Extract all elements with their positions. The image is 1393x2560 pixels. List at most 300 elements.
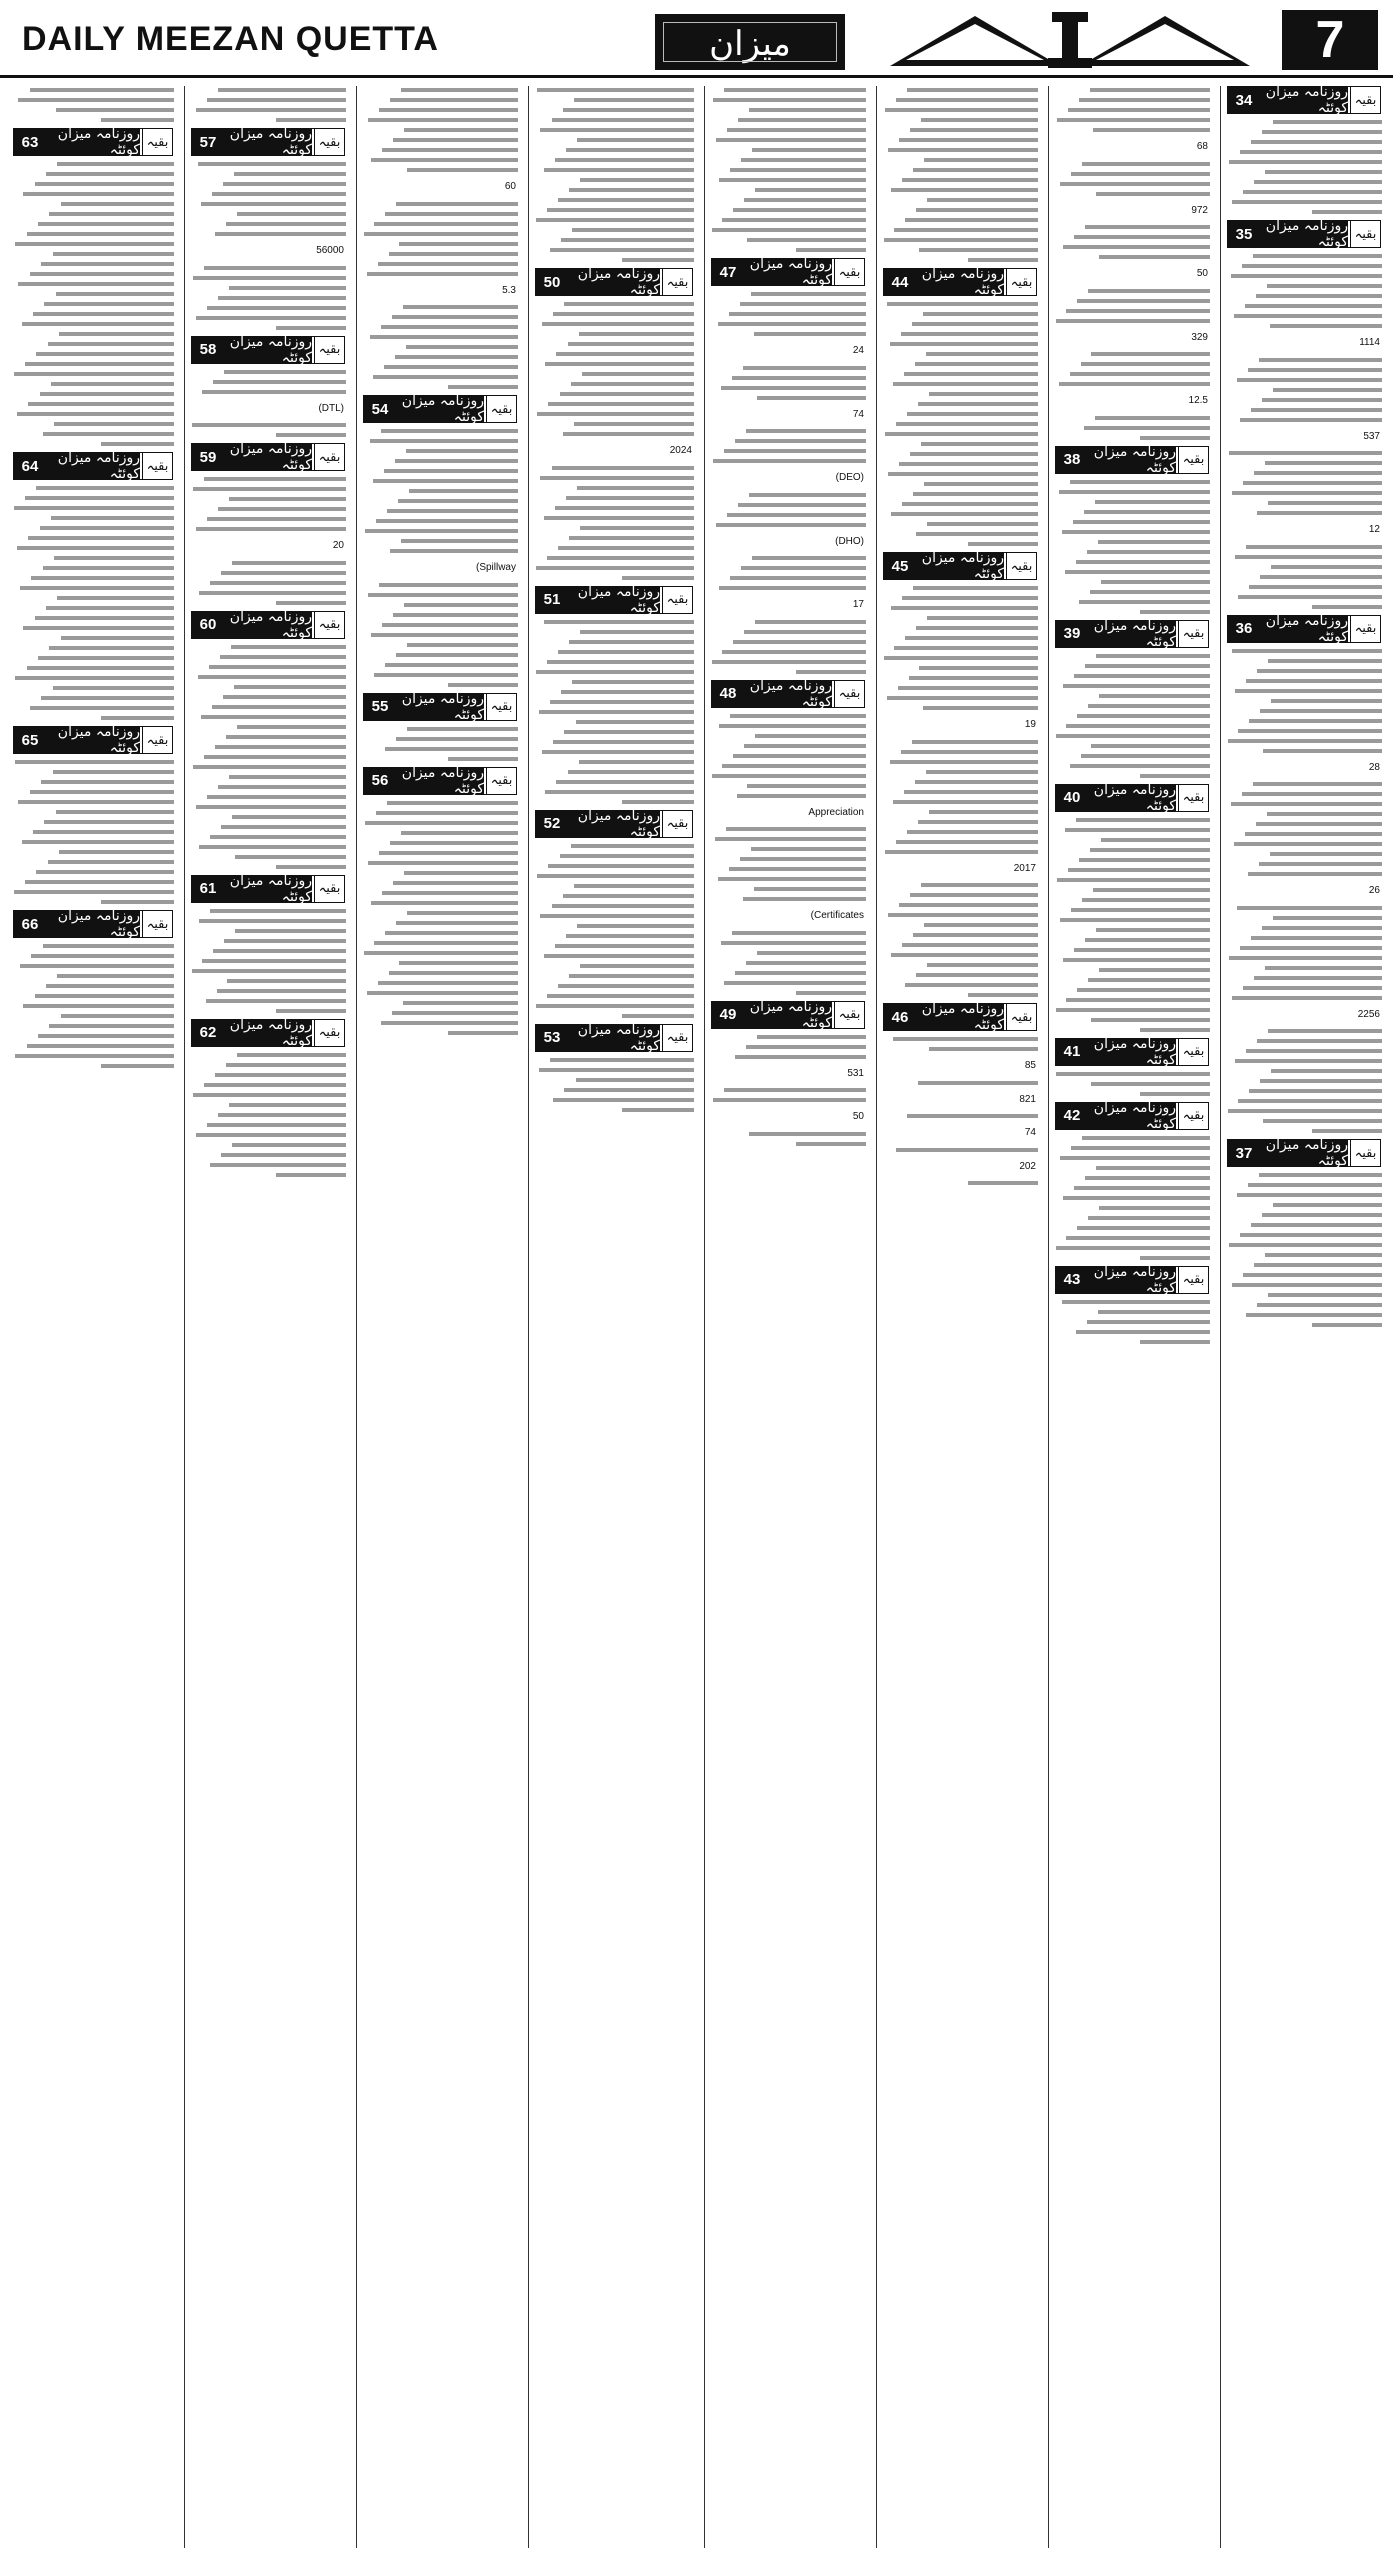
- text-line: [276, 601, 346, 605]
- text-line: [796, 670, 866, 674]
- text-line: [544, 620, 694, 624]
- continuation-tag: بقیہ: [662, 811, 692, 837]
- text-line: [542, 750, 694, 754]
- text-line: [1059, 490, 1210, 494]
- inline-figure: (DEO): [835, 472, 864, 483]
- text-line: [552, 466, 694, 470]
- text-line: [622, 1014, 694, 1018]
- text-line: [924, 158, 1038, 162]
- text-line: [57, 974, 174, 978]
- text-line: [568, 770, 694, 774]
- text-line: [14, 506, 174, 510]
- continuation-number: 38: [1056, 447, 1088, 473]
- text-line: [276, 326, 346, 330]
- text-line: [218, 1113, 346, 1117]
- text-line: [893, 800, 1038, 804]
- text-line: [1262, 398, 1382, 402]
- text-line: [101, 442, 174, 446]
- text-line: [371, 158, 518, 162]
- text-line: [1273, 916, 1382, 920]
- inline-figure: 12.5: [1188, 395, 1208, 406]
- text-line: [210, 1163, 346, 1167]
- text-line: [226, 1063, 346, 1067]
- text-line: [18, 282, 174, 286]
- text-line: [1265, 966, 1382, 970]
- text-line: [719, 724, 866, 728]
- article-text: [185, 645, 351, 869]
- continuation-title: روزنامہ میزان کوئٹہ: [916, 269, 1004, 295]
- continuation-tag: بقیہ: [314, 1020, 344, 1046]
- continuation-title: روزنامہ میزان کوئٹہ: [396, 768, 484, 794]
- column-divider: [184, 86, 185, 2548]
- text-line: [1084, 510, 1210, 514]
- text-line: [909, 676, 1038, 680]
- text-line: [20, 586, 174, 590]
- continuation-title: روزنامہ میزان کوئٹہ: [1088, 447, 1176, 473]
- text-line: [1234, 314, 1382, 318]
- text-line: [1312, 605, 1382, 609]
- text-line: [40, 526, 174, 530]
- continuation-number: 45: [884, 553, 916, 579]
- text-line: [1248, 1183, 1382, 1187]
- text-line: [1056, 319, 1210, 323]
- text-line: [1071, 172, 1210, 176]
- continuation-title: روزنامہ میزان کوئٹہ: [224, 337, 312, 363]
- article-text: [705, 292, 871, 674]
- text-line: [38, 222, 174, 226]
- text-line: [536, 566, 694, 570]
- text-line: [916, 532, 1038, 536]
- article-text: [1221, 254, 1387, 609]
- continuation-title: روزنامہ میزان کوئٹہ: [396, 396, 484, 422]
- continuation-tag: بقیہ: [1006, 1004, 1036, 1030]
- text-line: [212, 192, 346, 196]
- text-line: [51, 382, 174, 386]
- continuation-title: روزنامہ میزان کوئٹہ: [744, 259, 832, 285]
- text-line: [1065, 570, 1210, 574]
- article-text: [705, 88, 871, 252]
- continuation-title: روزنامہ میزان کوئٹہ: [224, 129, 312, 155]
- text-line: [548, 402, 694, 406]
- masthead-title: DAILY MEEZAN QUETTA: [22, 20, 439, 58]
- text-line: [1140, 436, 1210, 440]
- text-line: [229, 286, 346, 290]
- text-line: [1251, 408, 1382, 412]
- text-line: [796, 248, 866, 252]
- text-line: [25, 880, 174, 884]
- text-line: [193, 765, 346, 769]
- text-line: [53, 770, 175, 774]
- text-line: [43, 432, 174, 436]
- continuation-header: [363, 764, 517, 797]
- continuation-tag: بقیہ: [142, 129, 172, 155]
- text-line: [713, 459, 866, 463]
- text-line: [1095, 500, 1210, 504]
- continuation-header: [1055, 443, 1209, 476]
- text-line: [726, 827, 866, 831]
- text-line: [1060, 182, 1210, 186]
- text-line: [364, 232, 518, 236]
- text-line: [1087, 550, 1210, 554]
- text-line: [751, 847, 866, 851]
- continuation-tag: بقیہ: [314, 876, 344, 902]
- text-line: [1246, 679, 1382, 683]
- text-line: [553, 740, 694, 744]
- text-line: [49, 646, 174, 650]
- text-line: [968, 542, 1038, 546]
- text-line: [715, 837, 866, 841]
- continuation-header: [191, 443, 345, 471]
- text-line: [907, 88, 1038, 92]
- text-line: [27, 232, 174, 236]
- text-line: [407, 168, 518, 172]
- text-line: [1232, 491, 1382, 495]
- text-line: [890, 760, 1038, 764]
- text-line: [192, 969, 346, 973]
- continuation-header: [1227, 612, 1381, 645]
- text-line: [547, 208, 694, 212]
- continuation-tag: بقیہ: [314, 444, 344, 470]
- article-text: [1049, 1072, 1215, 1096]
- continuation-header: [1227, 86, 1381, 114]
- article-text: [357, 429, 523, 687]
- text-line: [733, 754, 866, 758]
- text-line: [1071, 1146, 1210, 1150]
- text-line: [755, 188, 866, 192]
- column-3: [877, 82, 1043, 2552]
- text-line: [1265, 461, 1382, 465]
- continuation-title: روزنامہ میزان کوئٹہ: [744, 1002, 832, 1028]
- text-line: [1259, 358, 1382, 362]
- text-line: [907, 830, 1038, 834]
- continuation-tag: بقیہ: [662, 1025, 692, 1051]
- text-line: [712, 660, 866, 664]
- text-line: [755, 734, 866, 738]
- text-line: [22, 840, 174, 844]
- text-line: [561, 690, 694, 694]
- text-line: [1076, 1330, 1210, 1334]
- text-line: [884, 238, 1038, 242]
- article-text: [1049, 1136, 1215, 1260]
- text-line: [915, 780, 1038, 784]
- continuation-tag: بقیہ: [314, 337, 344, 363]
- text-line: [379, 108, 518, 112]
- text-line: [926, 352, 1038, 356]
- text-line: [1099, 1206, 1210, 1210]
- column-4: [705, 82, 871, 2552]
- text-line: [712, 228, 866, 232]
- text-line: [1242, 792, 1382, 796]
- text-line: [744, 744, 866, 748]
- text-line: [724, 88, 866, 92]
- text-line: [727, 513, 866, 517]
- text-line: [365, 529, 518, 533]
- text-line: [580, 964, 694, 968]
- article-text: [7, 88, 179, 122]
- inline-figure: 74: [852, 408, 864, 420]
- text-line: [1232, 200, 1382, 204]
- text-line: [36, 486, 174, 490]
- text-line: [927, 963, 1038, 967]
- text-line: [888, 148, 1038, 152]
- text-line: [1267, 284, 1382, 288]
- text-line: [1076, 560, 1210, 564]
- text-line: [201, 715, 346, 719]
- text-line: [1060, 918, 1210, 922]
- text-line: [724, 1088, 866, 1092]
- text-line: [1270, 852, 1382, 856]
- text-line: [1259, 862, 1382, 866]
- text-line: [393, 881, 518, 885]
- text-line: [1082, 162, 1210, 166]
- text-line: [738, 503, 866, 507]
- continuation-title: روزنامہ میزان کوئٹہ: [224, 1020, 312, 1046]
- text-line: [1070, 764, 1210, 768]
- inline-figure: 5.3: [502, 284, 516, 296]
- article-text: [7, 760, 179, 904]
- text-line: [1088, 704, 1210, 708]
- text-line: [735, 439, 866, 443]
- text-line: [196, 527, 346, 531]
- continuation-number: 64: [14, 453, 46, 479]
- text-line: [1096, 192, 1210, 196]
- continuation-title: روزنامہ میزان کوئٹہ: [1260, 616, 1348, 642]
- text-line: [894, 646, 1038, 650]
- text-line: [1257, 511, 1382, 515]
- continuation-title: روزنامہ میزان کوئٹہ: [1260, 1140, 1348, 1166]
- text-line: [387, 801, 518, 805]
- text-line: [196, 108, 346, 112]
- continuation-number: 58: [192, 337, 224, 363]
- continuation-number: 62: [192, 1020, 224, 1046]
- page-number: 7: [1282, 10, 1378, 70]
- text-line: [796, 991, 866, 995]
- text-line: [1090, 590, 1210, 594]
- text-line: [101, 900, 174, 904]
- text-line: [540, 476, 694, 480]
- text-line: [35, 994, 174, 998]
- text-line: [31, 954, 174, 958]
- text-line: [59, 850, 174, 854]
- text-line: [1074, 235, 1210, 239]
- text-line: [223, 695, 346, 699]
- text-line: [1077, 299, 1210, 303]
- column-2: [1049, 82, 1215, 2552]
- text-line: [1096, 928, 1210, 932]
- text-line: [46, 606, 174, 610]
- text-line: [887, 302, 1038, 306]
- continuation-header: [535, 807, 693, 840]
- text-line: [199, 591, 346, 595]
- text-line: [382, 891, 518, 895]
- continuation-header: [1055, 1035, 1209, 1068]
- text-line: [1268, 1293, 1382, 1297]
- text-line: [913, 168, 1038, 172]
- text-line: [722, 218, 866, 222]
- text-line: [1140, 1256, 1210, 1260]
- text-line: [370, 439, 518, 443]
- text-line: [404, 603, 518, 607]
- text-line: [192, 423, 346, 427]
- text-line: [1071, 908, 1210, 912]
- text-line: [1263, 1119, 1382, 1123]
- article-text: [705, 1035, 871, 1146]
- text-line: [564, 1088, 694, 1092]
- text-line: [1268, 1029, 1382, 1033]
- text-line: [1260, 1079, 1382, 1083]
- text-line: [1228, 1109, 1382, 1113]
- text-line: [1238, 729, 1382, 733]
- text-line: [1312, 1323, 1382, 1327]
- continuation-tag: بقیہ: [142, 453, 172, 479]
- text-line: [235, 929, 346, 933]
- continuation-number: 53: [536, 1025, 568, 1051]
- continuation-header: [535, 268, 693, 296]
- text-line: [568, 342, 694, 346]
- text-line: [576, 720, 694, 724]
- text-line: [1056, 1008, 1210, 1012]
- article-text: [185, 162, 351, 330]
- text-line: [544, 516, 694, 520]
- text-line: [580, 630, 694, 634]
- text-line: [215, 1073, 346, 1077]
- text-line: [916, 973, 1038, 977]
- text-line: [558, 984, 694, 988]
- continuation-title: روزنامہ میزان کوئٹہ: [224, 444, 312, 470]
- text-line: [574, 884, 694, 888]
- text-line: [921, 118, 1038, 122]
- text-line: [1082, 1136, 1210, 1140]
- column-5: [529, 82, 699, 2552]
- text-line: [899, 462, 1038, 466]
- text-line: [235, 855, 346, 859]
- text-line: [577, 924, 694, 928]
- text-line: [30, 88, 174, 92]
- continuation-number: 57: [192, 129, 224, 155]
- inline-figure: 56000: [316, 245, 344, 256]
- text-line: [56, 108, 174, 112]
- article-text: [877, 302, 1043, 546]
- continuation-tag: بقیہ: [1350, 87, 1380, 113]
- text-line: [231, 645, 346, 649]
- text-line: [15, 1054, 174, 1058]
- continuation-title: روزنامہ میزان کوئٹہ: [568, 811, 660, 837]
- inline-figure: 74: [1024, 1127, 1036, 1138]
- text-line: [1056, 734, 1210, 738]
- text-line: [409, 489, 518, 493]
- continuation-header: [191, 872, 345, 905]
- text-line: [406, 345, 518, 349]
- text-line: [393, 613, 518, 617]
- text-line: [1140, 1340, 1210, 1344]
- continuation-header: [363, 395, 517, 423]
- column-6: [357, 82, 523, 2552]
- text-line: [1238, 1099, 1382, 1103]
- continuation-header: [13, 726, 173, 754]
- text-line: [927, 616, 1038, 620]
- continuation-header: [883, 552, 1037, 580]
- column-divider: [1048, 86, 1049, 2548]
- text-line: [1267, 812, 1382, 816]
- text-line: [749, 1132, 866, 1136]
- continuation-number: 39: [1056, 621, 1088, 647]
- text-line: [913, 586, 1038, 590]
- continuation-header: [883, 268, 1037, 296]
- text-line: [915, 362, 1038, 366]
- text-line: [1090, 88, 1210, 92]
- text-line: [902, 502, 1038, 506]
- text-line: [407, 911, 518, 915]
- article-text: [185, 477, 351, 605]
- column-divider: [356, 86, 357, 2548]
- text-line: [1066, 724, 1210, 728]
- text-line: [1070, 372, 1210, 376]
- text-line: [1068, 868, 1210, 872]
- text-line: [15, 676, 174, 680]
- text-line: [741, 158, 866, 162]
- text-line: [15, 242, 174, 246]
- text-line: [885, 108, 1038, 112]
- text-line: [1243, 1273, 1382, 1277]
- text-line: [902, 596, 1038, 600]
- text-line: [912, 740, 1038, 744]
- text-line: [716, 138, 866, 142]
- text-line: [735, 1055, 866, 1059]
- text-line: [38, 656, 174, 660]
- text-line: [398, 499, 518, 503]
- text-line: [364, 951, 518, 955]
- text-line: [1062, 530, 1210, 534]
- text-line: [1056, 1072, 1210, 1076]
- text-line: [885, 850, 1038, 854]
- text-line: [1237, 1193, 1382, 1197]
- text-line: [193, 1093, 346, 1097]
- text-line: [913, 933, 1038, 937]
- continuation-tag: بقیہ: [1350, 616, 1380, 642]
- text-line: [564, 730, 694, 734]
- text-line: [27, 666, 174, 670]
- continuation-header: [1055, 781, 1209, 814]
- text-line: [926, 770, 1038, 774]
- continuation-tag: بقیہ: [662, 587, 692, 613]
- text-line: [540, 128, 694, 132]
- text-line: [1066, 309, 1210, 313]
- text-line: [1242, 264, 1382, 268]
- text-line: [1271, 565, 1382, 569]
- text-line: [396, 653, 518, 657]
- text-line: [622, 576, 694, 580]
- text-line: [722, 650, 866, 654]
- continuation-header: [1055, 1099, 1209, 1132]
- text-line: [1140, 1028, 1210, 1032]
- continuation-header: [1055, 1263, 1209, 1296]
- text-line: [1073, 520, 1210, 524]
- text-line: [555, 944, 694, 948]
- text-line: [198, 162, 346, 166]
- text-line: [387, 509, 518, 513]
- text-line: [33, 312, 174, 316]
- text-line: [558, 546, 694, 550]
- text-line: [552, 118, 694, 122]
- text-line: [884, 656, 1038, 660]
- article-text: [1049, 88, 1215, 440]
- text-line: [49, 1024, 174, 1028]
- text-line: [896, 98, 1038, 102]
- text-line: [53, 252, 175, 256]
- text-line: [544, 954, 694, 958]
- text-line: [927, 522, 1038, 526]
- text-line: [929, 392, 1038, 396]
